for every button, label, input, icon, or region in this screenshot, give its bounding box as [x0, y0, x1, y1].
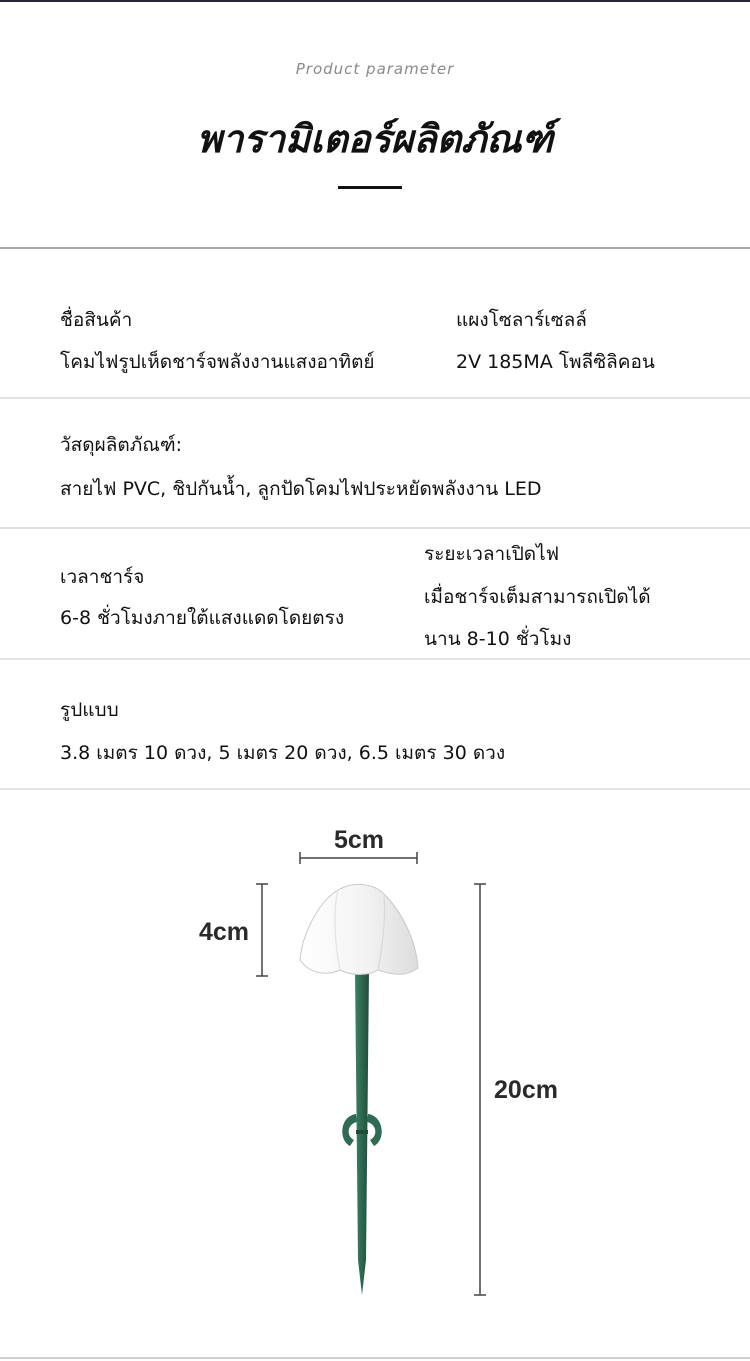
cap-height-dimension [199, 884, 268, 976]
total-height-dimension [474, 884, 558, 1295]
total-height-label: 20cm [494, 1076, 558, 1104]
light-duration-label: ระยะเวลาเปิดไฟ [424, 543, 560, 565]
top-edge-border [0, 0, 750, 2]
style-label: รูปแบบ [60, 699, 119, 721]
product-name-value: โคมไฟรูปเห็ดชาร์จพลังงานแสงอาทิตย์ [60, 351, 375, 373]
divider [0, 658, 750, 660]
bottom-divider [0, 1357, 750, 1359]
title-underline [338, 186, 402, 189]
material-value: สายไฟ PVC, ชิปกันน้ำ, ลูกปัดโคมไฟประหยัดพลังงาน LED [60, 478, 542, 500]
mushroom-cap [300, 884, 418, 974]
divider [0, 397, 750, 399]
mushroom-stake [342, 970, 381, 1295]
width-label: 5cm [333, 826, 385, 854]
divider [0, 527, 750, 529]
light-duration-value-line2: นาน 8-10 ชั่วโมง [424, 628, 572, 650]
charge-time-value: 6-8 ชั่วโมงภายใต้แสงแดดโดยตรง [60, 607, 345, 629]
product-name-label: ชื่อสินค้า [60, 309, 133, 331]
divider [0, 247, 750, 249]
style-value: 3.8 เมตร 10 ดวง, 5 เมตร 20 ดวง, 6.5 เมตร 30 ดวง [60, 742, 506, 764]
cap-height-label: 4cm [198, 918, 250, 946]
product-dimension-diagram [0, 790, 750, 1361]
light-duration-value-line1: เมื่อชาร์จเต็มสามารถเปิดได้ [424, 586, 651, 608]
solar-panel-label: แผงโซลาร์เซลล์ [456, 309, 587, 331]
page-title: พารามิเตอร์ผลิตภัณฑ์ [196, 116, 554, 161]
charge-time-label: เวลาชาร์จ [60, 566, 145, 588]
solar-panel-value: 2V 185MA โพลีซิลิคอน [456, 351, 655, 373]
section-eyebrow: Product parameter [295, 60, 455, 78]
width-dimension [300, 826, 417, 864]
material-label: วัสดุผลิตภัณฑ์: [60, 434, 183, 456]
